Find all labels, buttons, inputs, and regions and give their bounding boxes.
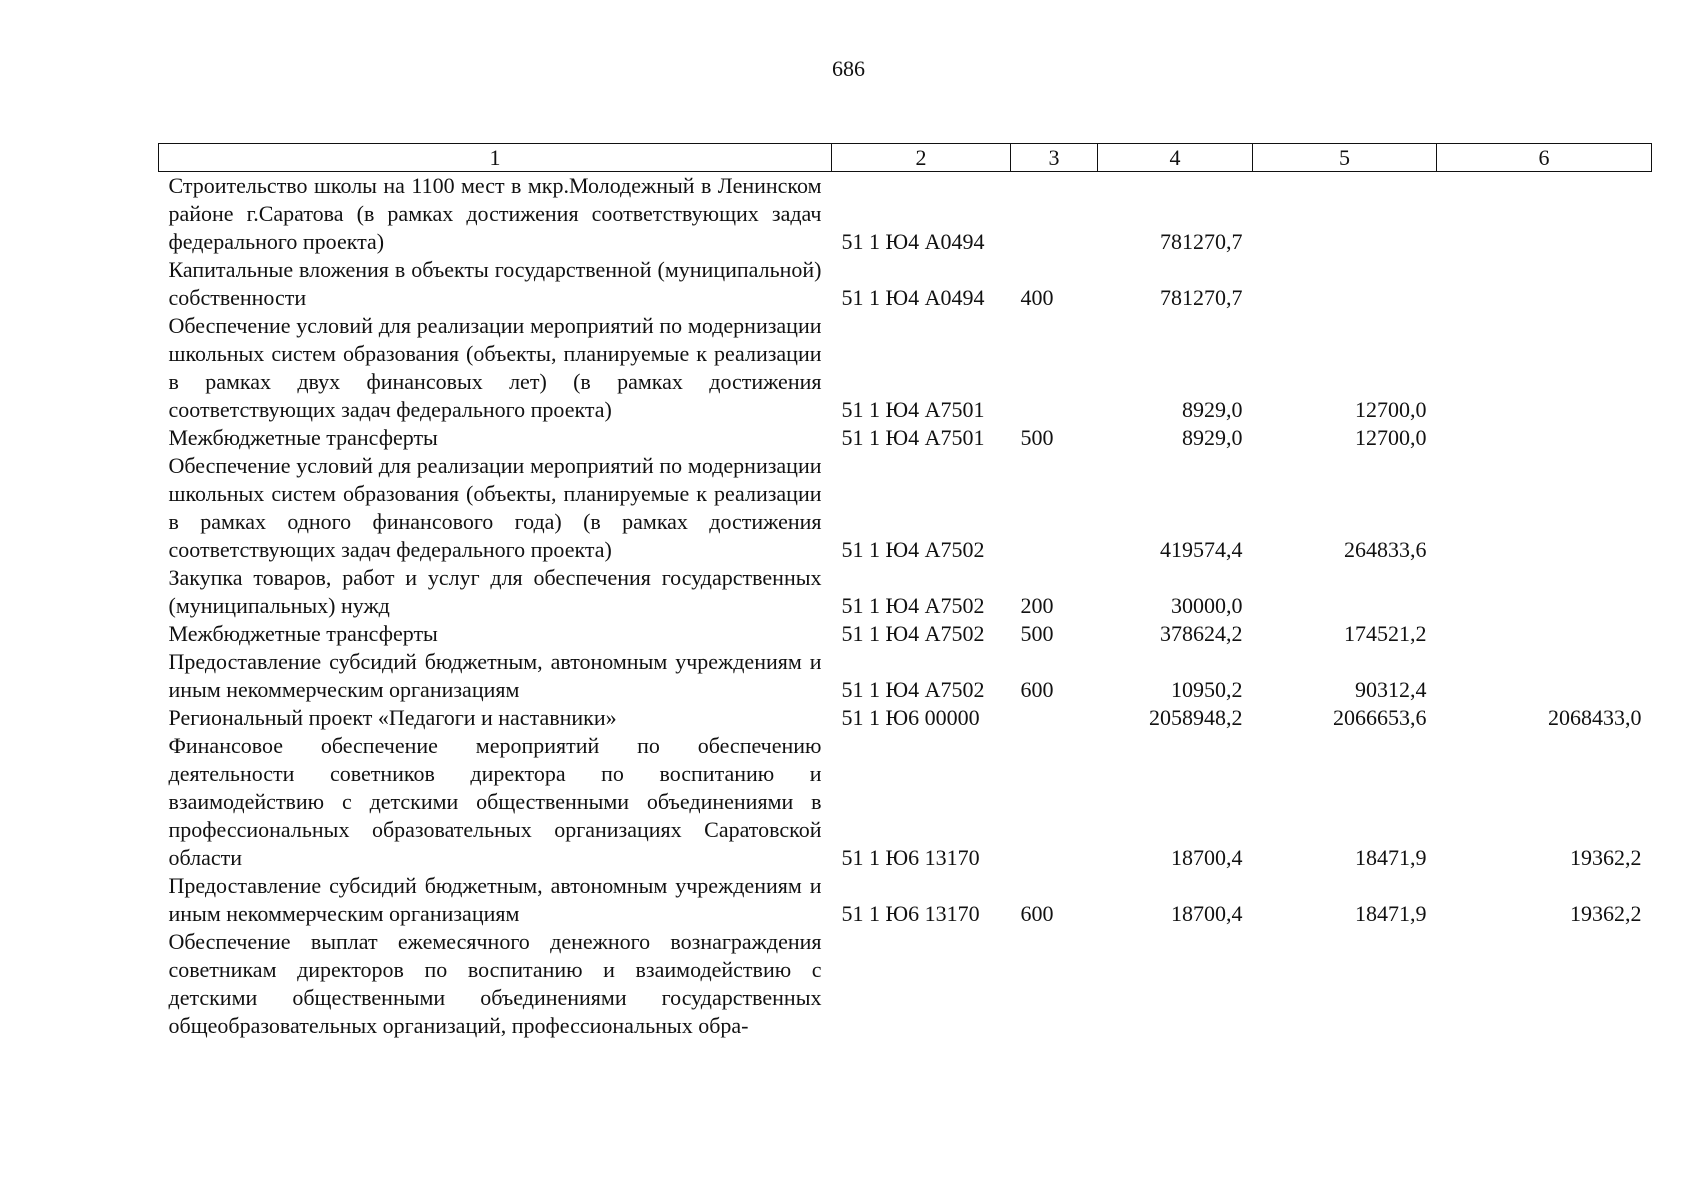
table-row bbox=[159, 872, 1652, 928]
row-value-col5: 12700,0 bbox=[1355, 397, 1427, 422]
row-value-col5: 90312,4 bbox=[1355, 677, 1427, 702]
table-row bbox=[159, 648, 1652, 704]
row-name-cell: Предоставление субсидий бюджетным, автономным учреждениям и иным некоммерческим организациям bbox=[168, 649, 822, 702]
row-name-cell: Строительство школы на 1100 мест в мкр.Молодежный в Ленинском районе г.Саратова (в рамках достижения соответствующих задач федерального проекта) bbox=[168, 173, 822, 254]
row-value-col6 bbox=[1437, 424, 1652, 452]
row-name-cell: Обеспечение выплат ежемесячного денежного вознаграждения советникам директоров по воспитанию и взаимодействию с детскими общественными объединениями государственных общеобразовательных организаций, профессиональных обра- bbox=[168, 929, 822, 1038]
row-name-cell: Межбюджетные трансферты bbox=[168, 621, 438, 646]
table-row bbox=[159, 452, 1652, 564]
row-type-cell bbox=[1011, 928, 1098, 1040]
row-value-col4: 8929,0 bbox=[1182, 397, 1243, 422]
row-code-cell: 51 1 Ю4 А7502 bbox=[841, 593, 985, 618]
row-name-cell: Капитальные вложения в объекты государственной (муниципальной) собственности bbox=[168, 257, 822, 310]
row-code-cell: 51 1 Ю4 А7502 bbox=[841, 537, 985, 562]
row-value-col6 bbox=[1437, 620, 1652, 648]
row-value-col4: 8929,0 bbox=[1182, 425, 1243, 450]
row-value-col5: 12700,0 bbox=[1355, 425, 1427, 450]
row-type-cell: 400 bbox=[1020, 285, 1054, 310]
row-value-col4: 18700,4 bbox=[1171, 845, 1243, 870]
row-code-cell: 51 1 Ю6 13170 bbox=[841, 845, 980, 870]
row-value-col6: 2068433,0 bbox=[1548, 705, 1642, 730]
row-type-cell bbox=[1011, 312, 1098, 424]
table-body bbox=[159, 172, 1652, 1041]
row-value-col6 bbox=[1437, 928, 1652, 1040]
table-row bbox=[159, 256, 1652, 312]
column-header-4: 4 bbox=[1098, 144, 1253, 172]
row-value-col6 bbox=[1437, 172, 1652, 257]
row-value-col4: 10950,2 bbox=[1171, 677, 1243, 702]
budget-table bbox=[158, 143, 1652, 1040]
row-type-cell bbox=[1011, 704, 1098, 732]
page-number: 686 bbox=[832, 56, 865, 81]
row-code-cell: 51 1 Ю4 А7502 bbox=[841, 677, 985, 702]
row-value-col5 bbox=[1253, 564, 1437, 620]
row-name-cell: Региональный проект «Педагоги и наставники» bbox=[168, 705, 617, 730]
row-code-cell: 51 1 Ю6 13170 bbox=[841, 901, 980, 926]
table-row bbox=[159, 424, 1652, 452]
row-code-cell: 51 1 Ю4 А0494 bbox=[841, 285, 985, 310]
table-row bbox=[159, 732, 1652, 872]
table-row bbox=[159, 704, 1652, 732]
row-type-cell: 600 bbox=[1020, 677, 1054, 702]
row-type-cell bbox=[1011, 452, 1098, 564]
row-name-cell: Обеспечение условий для реализации мероприятий по модернизации школьных систем образования (объекты, планируемые к реализации в рамках одного финансового года) (в рамках достижения соответствующих задач федерального проекта) bbox=[168, 453, 822, 562]
row-value-col4: 781270,7 bbox=[1160, 285, 1243, 310]
row-name-cell: Межбюджетные трансферты bbox=[168, 425, 438, 450]
row-value-col4 bbox=[1098, 928, 1253, 1040]
row-value-col5 bbox=[1253, 928, 1437, 1040]
row-code-cell: 51 1 Ю4 А7502 bbox=[841, 621, 985, 646]
row-value-col5 bbox=[1253, 172, 1437, 257]
row-type-cell: 600 bbox=[1020, 901, 1054, 926]
row-value-col4: 30000,0 bbox=[1171, 593, 1243, 618]
row-value-col4: 2058948,2 bbox=[1149, 705, 1243, 730]
row-type-cell bbox=[1011, 732, 1098, 872]
row-value-col6: 19362,2 bbox=[1570, 845, 1642, 870]
row-value-col6 bbox=[1437, 564, 1652, 620]
row-value-col6 bbox=[1437, 648, 1652, 704]
row-value-col5: 18471,9 bbox=[1355, 901, 1427, 926]
table-row bbox=[159, 564, 1652, 620]
row-code-cell bbox=[832, 928, 1011, 1040]
row-code-cell: 51 1 Ю4 А7501 bbox=[841, 397, 985, 422]
row-code-cell: 51 1 Ю6 00000 bbox=[841, 705, 980, 730]
column-header-5: 5 bbox=[1253, 144, 1437, 172]
column-header-6: 6 bbox=[1437, 144, 1652, 172]
column-header-1: 1 bbox=[159, 144, 832, 172]
row-value-col6 bbox=[1437, 312, 1652, 424]
row-value-col5: 2066653,6 bbox=[1333, 705, 1427, 730]
row-name-cell: Обеспечение условий для реализации мероприятий по модернизации школьных систем образования (объекты, планируемые к реализации в рамках двух финансовых лет) (в рамках достижения соответствующих задач федерального проекта) bbox=[168, 313, 822, 422]
table-row bbox=[159, 620, 1652, 648]
table-row bbox=[159, 928, 1652, 1040]
row-value-col6: 19362,2 bbox=[1570, 901, 1642, 926]
column-header-3: 3 bbox=[1011, 144, 1098, 172]
row-type-cell bbox=[1011, 172, 1098, 257]
row-value-col6 bbox=[1437, 452, 1652, 564]
row-value-col4: 18700,4 bbox=[1171, 901, 1243, 926]
row-value-col6 bbox=[1437, 256, 1652, 312]
row-value-col4: 781270,7 bbox=[1160, 229, 1243, 254]
row-value-col5: 264833,6 bbox=[1344, 537, 1427, 562]
header-row bbox=[159, 144, 1652, 172]
column-header-2: 2 bbox=[832, 144, 1011, 172]
row-type-cell: 500 bbox=[1020, 425, 1054, 450]
row-value-col5: 174521,2 bbox=[1344, 621, 1427, 646]
row-code-cell: 51 1 Ю4 А7501 bbox=[841, 425, 985, 450]
row-value-col5: 18471,9 bbox=[1355, 845, 1427, 870]
row-value-col5 bbox=[1253, 256, 1437, 312]
table-header bbox=[159, 144, 1652, 172]
row-value-col4: 419574,4 bbox=[1160, 537, 1243, 562]
row-name-cell: Предоставление субсидий бюджетным, автономным учреждениям и иным некоммерческим организациям bbox=[168, 873, 822, 926]
row-type-cell: 500 bbox=[1020, 621, 1054, 646]
row-name-cell: Закупка товаров, работ и услуг для обеспечения государственных (муниципальных) нужд bbox=[168, 565, 822, 618]
row-name-cell: Финансовое обеспечение мероприятий по обеспечению деятельности советников директора по воспитанию и взаимодействию с детскими общественными объединениями в профессиональных образовательных организациях Саратовской области bbox=[168, 733, 822, 870]
table-row bbox=[159, 312, 1652, 424]
row-value-col4: 378624,2 bbox=[1160, 621, 1243, 646]
table-row bbox=[159, 172, 1652, 257]
row-code-cell: 51 1 Ю4 А0494 bbox=[841, 229, 985, 254]
row-type-cell: 200 bbox=[1020, 593, 1054, 618]
